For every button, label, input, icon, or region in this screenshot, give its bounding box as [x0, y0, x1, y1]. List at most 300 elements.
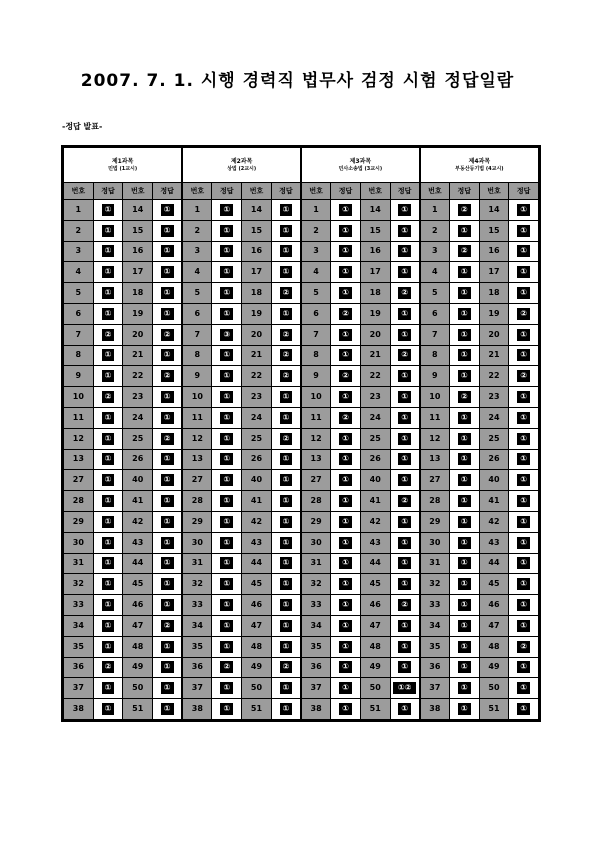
question-number-cell: 44: [123, 553, 153, 574]
question-number-cell: 13: [182, 449, 212, 470]
answer-cell: [449, 345, 479, 366]
answer-mark: ①: [398, 557, 411, 569]
answer-cell: [271, 220, 301, 241]
answer-cell: [153, 657, 183, 678]
answer-table-container: [61, 145, 541, 722]
answer-mark: ①: [280, 703, 293, 715]
subject-number: 제1과목: [111, 157, 134, 165]
question-number-cell: 25: [123, 428, 153, 449]
answer-mark: ①: [458, 225, 471, 237]
question-number-cell: 48: [123, 636, 153, 657]
question-number-cell: 4: [182, 262, 212, 283]
question-number-cell: 7: [64, 324, 94, 345]
answer-cell: [271, 200, 301, 221]
question-number-cell: 9: [64, 366, 94, 387]
answer-cell: [153, 324, 183, 345]
column-header-number: 번호: [301, 183, 331, 200]
answer-mark: ①: [102, 266, 115, 278]
answer-mark: ①: [102, 620, 115, 632]
answer-mark: ①: [517, 537, 530, 549]
answer-cell: [271, 532, 301, 553]
answer-mark: ①: [398, 703, 411, 715]
question-number-cell: 2: [420, 220, 450, 241]
answer-mark: ①: [517, 682, 530, 694]
answer-cell: [331, 657, 361, 678]
answer-cell: [390, 615, 420, 636]
answer-mark: ①: [339, 433, 352, 445]
answer-cell: [449, 532, 479, 553]
question-number-cell: 47: [360, 615, 390, 636]
question-number-cell: 37: [64, 678, 94, 699]
answer-cell: [331, 366, 361, 387]
answer-cell: [93, 262, 123, 283]
question-number-cell: 37: [420, 678, 450, 699]
question-number-cell: 46: [242, 595, 272, 616]
question-number-cell: 12: [420, 428, 450, 449]
answer-cell: [509, 387, 539, 408]
answer-mark: ①: [339, 266, 352, 278]
answer-mark: ①: [458, 370, 471, 382]
question-number-cell: 28: [182, 491, 212, 512]
answer-mark: ①: [339, 620, 352, 632]
answer-cell: [93, 636, 123, 657]
answer-mark: ①: [517, 599, 530, 611]
question-number-cell: 29: [301, 511, 331, 532]
question-number-cell: 31: [301, 553, 331, 574]
question-number-cell: 11: [301, 407, 331, 428]
answer-cell: [509, 657, 539, 678]
question-number-cell: 22: [479, 366, 509, 387]
answer-cell: [212, 491, 242, 512]
answer-cell: [212, 470, 242, 491]
answer-mark: ①: [161, 495, 174, 507]
answer-cell: [212, 574, 242, 595]
answer-mark: ①: [280, 537, 293, 549]
question-number-cell: 4: [420, 262, 450, 283]
answer-mark: ①: [161, 516, 174, 528]
question-number-cell: 30: [301, 532, 331, 553]
answer-mark: ①: [161, 287, 174, 299]
answer-cell: [390, 636, 420, 657]
question-number-cell: 24: [123, 407, 153, 428]
answer-mark: ①: [102, 287, 115, 299]
answer-mark: ①: [280, 266, 293, 278]
answer-cell: [212, 532, 242, 553]
answer-mark: ①: [220, 308, 233, 320]
question-number-cell: 14: [479, 200, 509, 221]
answer-mark: ①: [220, 204, 233, 216]
answer-mark: ①: [398, 391, 411, 403]
answer-cell: [390, 366, 420, 387]
answer-cell: [212, 200, 242, 221]
answer-mark: ①: [398, 370, 411, 382]
question-number-cell: 40: [360, 470, 390, 491]
answer-cell: [390, 574, 420, 595]
answer-mark: ①: [102, 370, 115, 382]
answer-cell: [271, 657, 301, 678]
answer-mark: ①: [280, 391, 293, 403]
answer-mark: ①: [398, 578, 411, 590]
question-number-cell: 18: [360, 283, 390, 304]
answer-mark: ①: [339, 245, 352, 257]
table-row: [64, 678, 539, 699]
question-number-cell: 41: [123, 491, 153, 512]
column-header-answer: 정답: [390, 183, 420, 200]
answer-mark: ③: [220, 329, 233, 341]
table-row: [64, 470, 539, 491]
question-number-cell: 48: [242, 636, 272, 657]
question-number-cell: 19: [123, 303, 153, 324]
column-header-number: 번호: [64, 183, 94, 200]
answer-mark: ①: [517, 557, 530, 569]
answer-mark: ①: [161, 599, 174, 611]
answer-mark: ②: [161, 370, 174, 382]
answer-mark: ②: [102, 329, 115, 341]
answer-mark: ②: [339, 308, 352, 320]
answer-cell: [271, 449, 301, 470]
answer-cell: [212, 449, 242, 470]
answer-cell: [93, 449, 123, 470]
question-number-cell: 5: [182, 283, 212, 304]
question-number-cell: 31: [182, 553, 212, 574]
answer-cell: [509, 636, 539, 657]
answer-cell: [93, 200, 123, 221]
answer-mark: ②: [458, 391, 471, 403]
answer-mark: ①: [458, 537, 471, 549]
question-number-cell: 43: [242, 532, 272, 553]
answer-mark: ①: [102, 703, 115, 715]
table-row: [64, 345, 539, 366]
answer-mark: ①: [220, 682, 233, 694]
question-number-cell: 51: [360, 699, 390, 720]
answer-cell: [153, 407, 183, 428]
answer-cell: [271, 636, 301, 657]
answer-mark: ①: [517, 204, 530, 216]
answer-mark: ①: [339, 225, 352, 237]
answer-cell: [509, 491, 539, 512]
question-number-cell: 11: [182, 407, 212, 428]
answer-cell: [449, 699, 479, 720]
answer-mark: ①: [220, 578, 233, 590]
subject-header-4: [420, 148, 539, 183]
answer-cell: [331, 324, 361, 345]
question-number-cell: 48: [360, 636, 390, 657]
answer-mark: ①: [517, 329, 530, 341]
answer-mark: ②: [280, 370, 293, 382]
question-number-cell: 49: [123, 657, 153, 678]
question-number-cell: 22: [242, 366, 272, 387]
question-number-cell: 42: [123, 511, 153, 532]
question-number-cell: 19: [479, 303, 509, 324]
subject-header-1: [64, 148, 183, 183]
question-number-cell: 17: [479, 262, 509, 283]
question-number-cell: 37: [301, 678, 331, 699]
answer-mark: ①: [458, 308, 471, 320]
answer-cell: [509, 283, 539, 304]
question-number-cell: 47: [479, 615, 509, 636]
question-number-cell: 23: [242, 387, 272, 408]
answer-mark: ①: [161, 474, 174, 486]
answer-mark: ②: [517, 641, 530, 653]
answer-mark: ②: [398, 599, 411, 611]
answer-mark: ①: [280, 516, 293, 528]
answer-mark: ①: [517, 225, 530, 237]
answer-mark: ①: [458, 349, 471, 361]
answer-cell: [93, 678, 123, 699]
answer-cell: [153, 428, 183, 449]
question-number-cell: 7: [420, 324, 450, 345]
answer-cell: [509, 595, 539, 616]
answer-mark: ①: [102, 433, 115, 445]
answer-cell: [331, 699, 361, 720]
answer-mark: ①: [220, 225, 233, 237]
answer-cell: [509, 615, 539, 636]
answer-cell: [212, 595, 242, 616]
answer-mark: ①: [220, 245, 233, 257]
answer-cell: [271, 428, 301, 449]
question-number-cell: 3: [64, 241, 94, 262]
answer-cell: [271, 470, 301, 491]
question-number-cell: 32: [301, 574, 331, 595]
answer-cell: [153, 532, 183, 553]
answer-cell: [449, 449, 479, 470]
answer-mark: ①: [339, 641, 352, 653]
answer-mark: ①: [102, 453, 115, 465]
question-number-cell: 47: [123, 615, 153, 636]
answer-mark: ①: [280, 682, 293, 694]
answer-cell: [212, 303, 242, 324]
answer-cell: [93, 615, 123, 636]
question-number-cell: 15: [123, 220, 153, 241]
answer-cell: [390, 428, 420, 449]
question-number-cell: 38: [182, 699, 212, 720]
question-number-cell: 12: [64, 428, 94, 449]
answer-table-body: [64, 200, 539, 720]
answer-mark: ①: [517, 578, 530, 590]
question-number-cell: 37: [182, 678, 212, 699]
column-header-number: 번호: [242, 183, 272, 200]
answer-mark: ②: [339, 370, 352, 382]
answer-cell: [390, 532, 420, 553]
answer-mark: ②: [280, 661, 293, 673]
answer-cell: [509, 262, 539, 283]
answer-cell: [153, 678, 183, 699]
answer-mark: ①: [220, 370, 233, 382]
answer-mark: ①: [339, 661, 352, 673]
answer-mark: ①: [220, 516, 233, 528]
answer-mark: ①: [339, 391, 352, 403]
answer-mark: ①: [339, 204, 352, 216]
question-number-cell: 2: [64, 220, 94, 241]
answer-cell: [153, 303, 183, 324]
answer-cell: [153, 615, 183, 636]
answer-mark: ①: [280, 599, 293, 611]
question-number-cell: 16: [479, 241, 509, 262]
subject-name: 상법 (2교시): [227, 165, 257, 172]
answer-cell: [509, 345, 539, 366]
answer-mark: ①: [161, 225, 174, 237]
question-number-cell: 32: [420, 574, 450, 595]
answer-mark: ①: [517, 287, 530, 299]
answer-mark: ①: [398, 641, 411, 653]
answer-cell: [153, 262, 183, 283]
answer-cell: [509, 553, 539, 574]
question-number-cell: 6: [301, 303, 331, 324]
answer-mark: ①: [339, 474, 352, 486]
answer-mark: ①: [458, 557, 471, 569]
question-number-cell: 7: [182, 324, 212, 345]
answer-mark: ②: [398, 349, 411, 361]
answer-cell: [212, 324, 242, 345]
answer-cell: [271, 262, 301, 283]
answer-mark: ②: [280, 287, 293, 299]
answer-mark: ①: [161, 266, 174, 278]
answer-mark: ①: [517, 453, 530, 465]
question-number-cell: 28: [301, 491, 331, 512]
answer-mark: ①: [458, 578, 471, 590]
answer-cell: [390, 241, 420, 262]
answer-cell: [271, 303, 301, 324]
answer-cell: [153, 470, 183, 491]
answer-mark: ①: [458, 266, 471, 278]
answer-cell: [331, 553, 361, 574]
question-number-cell: 41: [242, 491, 272, 512]
answer-mark: ①: [220, 349, 233, 361]
answer-cell: [93, 511, 123, 532]
answer-cell: [449, 615, 479, 636]
answer-mark: ①: [458, 287, 471, 299]
answer-mark: ②: [102, 391, 115, 403]
question-number-cell: 8: [64, 345, 94, 366]
question-number-cell: 26: [479, 449, 509, 470]
answer-cell: [509, 699, 539, 720]
question-number-cell: 50: [123, 678, 153, 699]
answer-mark: ①: [517, 349, 530, 361]
answer-cell: [212, 699, 242, 720]
answer-mark: ②: [220, 661, 233, 673]
answer-cell: [331, 615, 361, 636]
question-number-cell: 33: [64, 595, 94, 616]
answer-cell: [449, 428, 479, 449]
question-number-cell: 44: [479, 553, 509, 574]
question-number-cell: 45: [123, 574, 153, 595]
question-number-cell: 14: [360, 200, 390, 221]
answer-cell: [93, 470, 123, 491]
answer-mark: ①: [458, 661, 471, 673]
answer-cell: [93, 553, 123, 574]
answer-cell: [449, 657, 479, 678]
question-number-cell: 17: [123, 262, 153, 283]
answer-cell: [331, 387, 361, 408]
answer-mark: ②: [161, 329, 174, 341]
answer-cell: [212, 657, 242, 678]
answer-cell: [509, 407, 539, 428]
question-number-cell: 3: [182, 241, 212, 262]
answer-mark: ①: [102, 349, 115, 361]
table-row: [64, 636, 539, 657]
table-row: [64, 200, 539, 221]
answer-mark: ①: [398, 308, 411, 320]
answer-cell: [271, 241, 301, 262]
question-number-cell: 14: [242, 200, 272, 221]
answer-cell: [153, 636, 183, 657]
answer-cell: [93, 324, 123, 345]
answer-mark: ①: [339, 287, 352, 299]
question-number-cell: 1: [182, 200, 212, 221]
answer-mark: ①: [458, 641, 471, 653]
answer-mark: ①: [339, 495, 352, 507]
answer-cell: [509, 241, 539, 262]
answer-cell: [390, 324, 420, 345]
answer-cell: [331, 574, 361, 595]
question-number-cell: 21: [123, 345, 153, 366]
answer-mark: ②: [280, 329, 293, 341]
question-number-cell: 40: [242, 470, 272, 491]
question-number-cell: 29: [182, 511, 212, 532]
answer-mark: ①: [280, 412, 293, 424]
question-number-cell: 27: [301, 470, 331, 491]
question-number-cell: 44: [242, 553, 272, 574]
answer-mark: ①: [102, 225, 115, 237]
answer-mark: ①: [398, 412, 411, 424]
table-row: [64, 491, 539, 512]
question-number-cell: 43: [479, 532, 509, 553]
question-number-cell: 50: [360, 678, 390, 699]
question-number-cell: 40: [479, 470, 509, 491]
question-number-cell: 35: [301, 636, 331, 657]
question-number-cell: 20: [360, 324, 390, 345]
answer-mark: ①: [220, 641, 233, 653]
answer-mark: ①: [161, 661, 174, 673]
table-row: [64, 324, 539, 345]
question-number-cell: 42: [242, 511, 272, 532]
answer-mark: ①: [517, 703, 530, 715]
answer-cell: [93, 491, 123, 512]
subject-number: 제4과목: [468, 157, 491, 165]
question-number-cell: 33: [301, 595, 331, 616]
answer-cell: [212, 636, 242, 657]
question-number-cell: 4: [64, 262, 94, 283]
answer-cell: [449, 324, 479, 345]
answer-cell: [509, 303, 539, 324]
answer-cell: [509, 366, 539, 387]
answer-mark: ①: [102, 245, 115, 257]
question-number-cell: 35: [420, 636, 450, 657]
answer-mark: ①: [161, 682, 174, 694]
question-number-cell: 24: [360, 407, 390, 428]
answer-cell: [271, 595, 301, 616]
subject-name: 민법 (1교시): [108, 165, 138, 172]
table-row: [64, 407, 539, 428]
answer-cell: [271, 615, 301, 636]
answer-mark: ①: [458, 474, 471, 486]
question-number-cell: 21: [242, 345, 272, 366]
answer-cell: [449, 678, 479, 699]
question-number-cell: 13: [64, 449, 94, 470]
question-number-cell: 27: [420, 470, 450, 491]
table-row: [64, 574, 539, 595]
answer-mark: ①: [458, 329, 471, 341]
question-number-cell: 26: [123, 449, 153, 470]
answer-mark: ①: [458, 620, 471, 632]
answer-cell: [271, 699, 301, 720]
question-number-cell: 16: [123, 241, 153, 262]
answer-cell: [390, 220, 420, 241]
answer-cell: [390, 449, 420, 470]
answer-mark: ①: [102, 682, 115, 694]
answer-mark: ①: [458, 516, 471, 528]
answer-cell: [509, 532, 539, 553]
